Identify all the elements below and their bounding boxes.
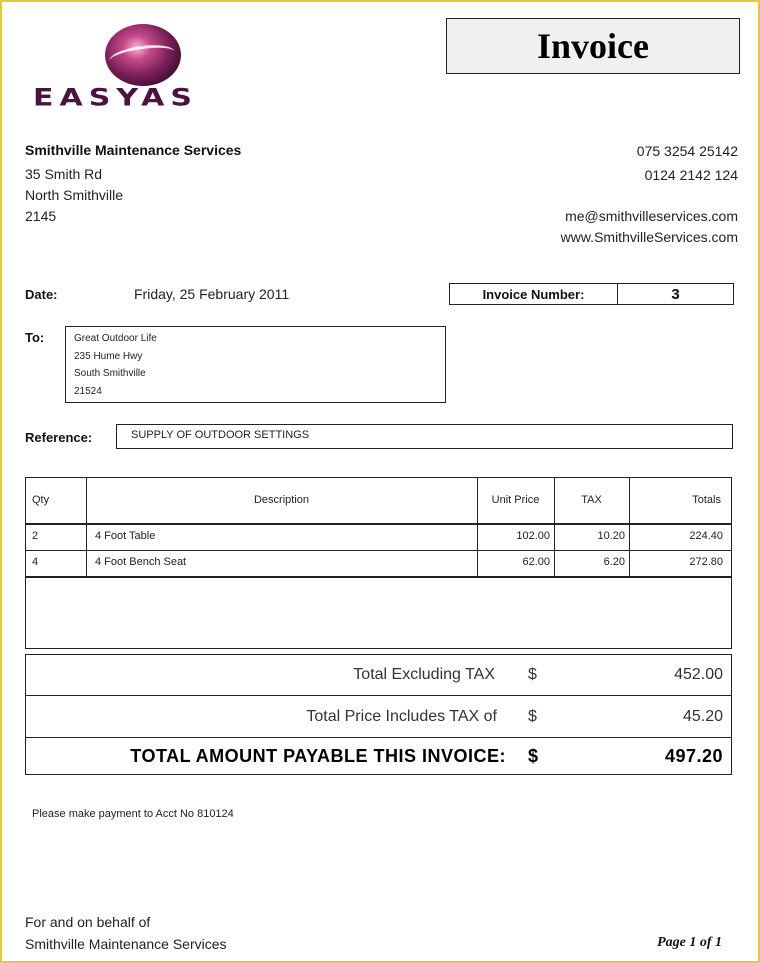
total-tax-label: Total Price Includes TAX of [306, 708, 497, 725]
company-website: www.SmithvilleServices.com [560, 229, 738, 245]
date-label: Date: [25, 287, 58, 302]
company-name: Smithville Maintenance Services [25, 142, 242, 158]
recipient-street: 235 Hume Hwy [74, 350, 143, 362]
header-unit-price: Unit Price [491, 494, 540, 506]
header-totals: Totals [692, 494, 721, 506]
header-qty: Qty [32, 494, 50, 506]
invoice-title-box [446, 18, 740, 74]
total-excl-tax-currency: $ [528, 666, 537, 683]
to-label: To: [25, 330, 45, 345]
reference-label: Reference: [25, 430, 93, 445]
invoice-number-box [449, 283, 734, 305]
row-unit-price: 102.00 [516, 530, 550, 542]
row-description: 4 Foot Table [95, 530, 156, 542]
invoice-number-label: Invoice Number: [450, 284, 618, 304]
total-tax-currency: $ [528, 708, 537, 725]
logo-icon [105, 24, 181, 86]
total-excl-tax-label: Total Excluding TAX [353, 666, 495, 683]
company-phone-1: 075 3254 25142 [636, 143, 738, 159]
invoice-title: Invoice [537, 26, 649, 66]
invoice-number-value: 3 [671, 285, 680, 303]
total-payable-currency: $ [528, 746, 539, 766]
row-tax: 6.20 [603, 556, 625, 568]
footer-company: Smithville Maintenance Services [25, 936, 227, 952]
row-unit-price: 62.00 [522, 556, 550, 568]
company-address-suburb: North Smithville [25, 187, 124, 203]
row-description: 4 Foot Bench Seat [95, 556, 187, 568]
row-total: 272.80 [689, 556, 723, 568]
total-payable-label: TOTAL AMOUNT PAYABLE THIS INVOICE: [130, 746, 506, 766]
company-email: me@smithvilleservices.com [565, 208, 738, 224]
company-phone-2: 0124 2142 124 [644, 167, 738, 183]
row-qty: 2 [32, 530, 39, 542]
row-tax: 10.20 [597, 530, 625, 542]
total-payable-value: 497.20 [664, 746, 723, 766]
row-total: 224.40 [689, 530, 723, 542]
recipient-suburb: South Smithville [74, 368, 146, 379]
header-description: Description [253, 494, 310, 506]
payment-note: Please make payment to Acct No 810124 [32, 808, 234, 820]
reference-value: SUPPLY OF OUTDOOR SETTINGS [116, 424, 733, 449]
company-address-street: 35 Smith Rd [25, 166, 103, 182]
line-items-table [25, 477, 732, 649]
recipient-postcode: 21524 [74, 385, 102, 397]
company-address-postcode: 2145 [25, 208, 57, 224]
footer-on-behalf: For and on behalf of [25, 914, 151, 930]
row-qty: 4 [32, 556, 39, 568]
totals-box [25, 654, 732, 775]
date-value: Friday, 25 February 2011 [134, 286, 290, 302]
total-excl-tax-value: 452.00 [674, 666, 723, 683]
logo-text: EASYAS [33, 84, 198, 112]
header-tax: TAX [581, 494, 602, 506]
page-number: Page 1 of 1 [657, 935, 722, 950]
total-tax-value: 45.20 [682, 708, 723, 725]
recipient-name: Great Outdoor Life [74, 333, 157, 344]
recipient-address-box [65, 326, 446, 403]
